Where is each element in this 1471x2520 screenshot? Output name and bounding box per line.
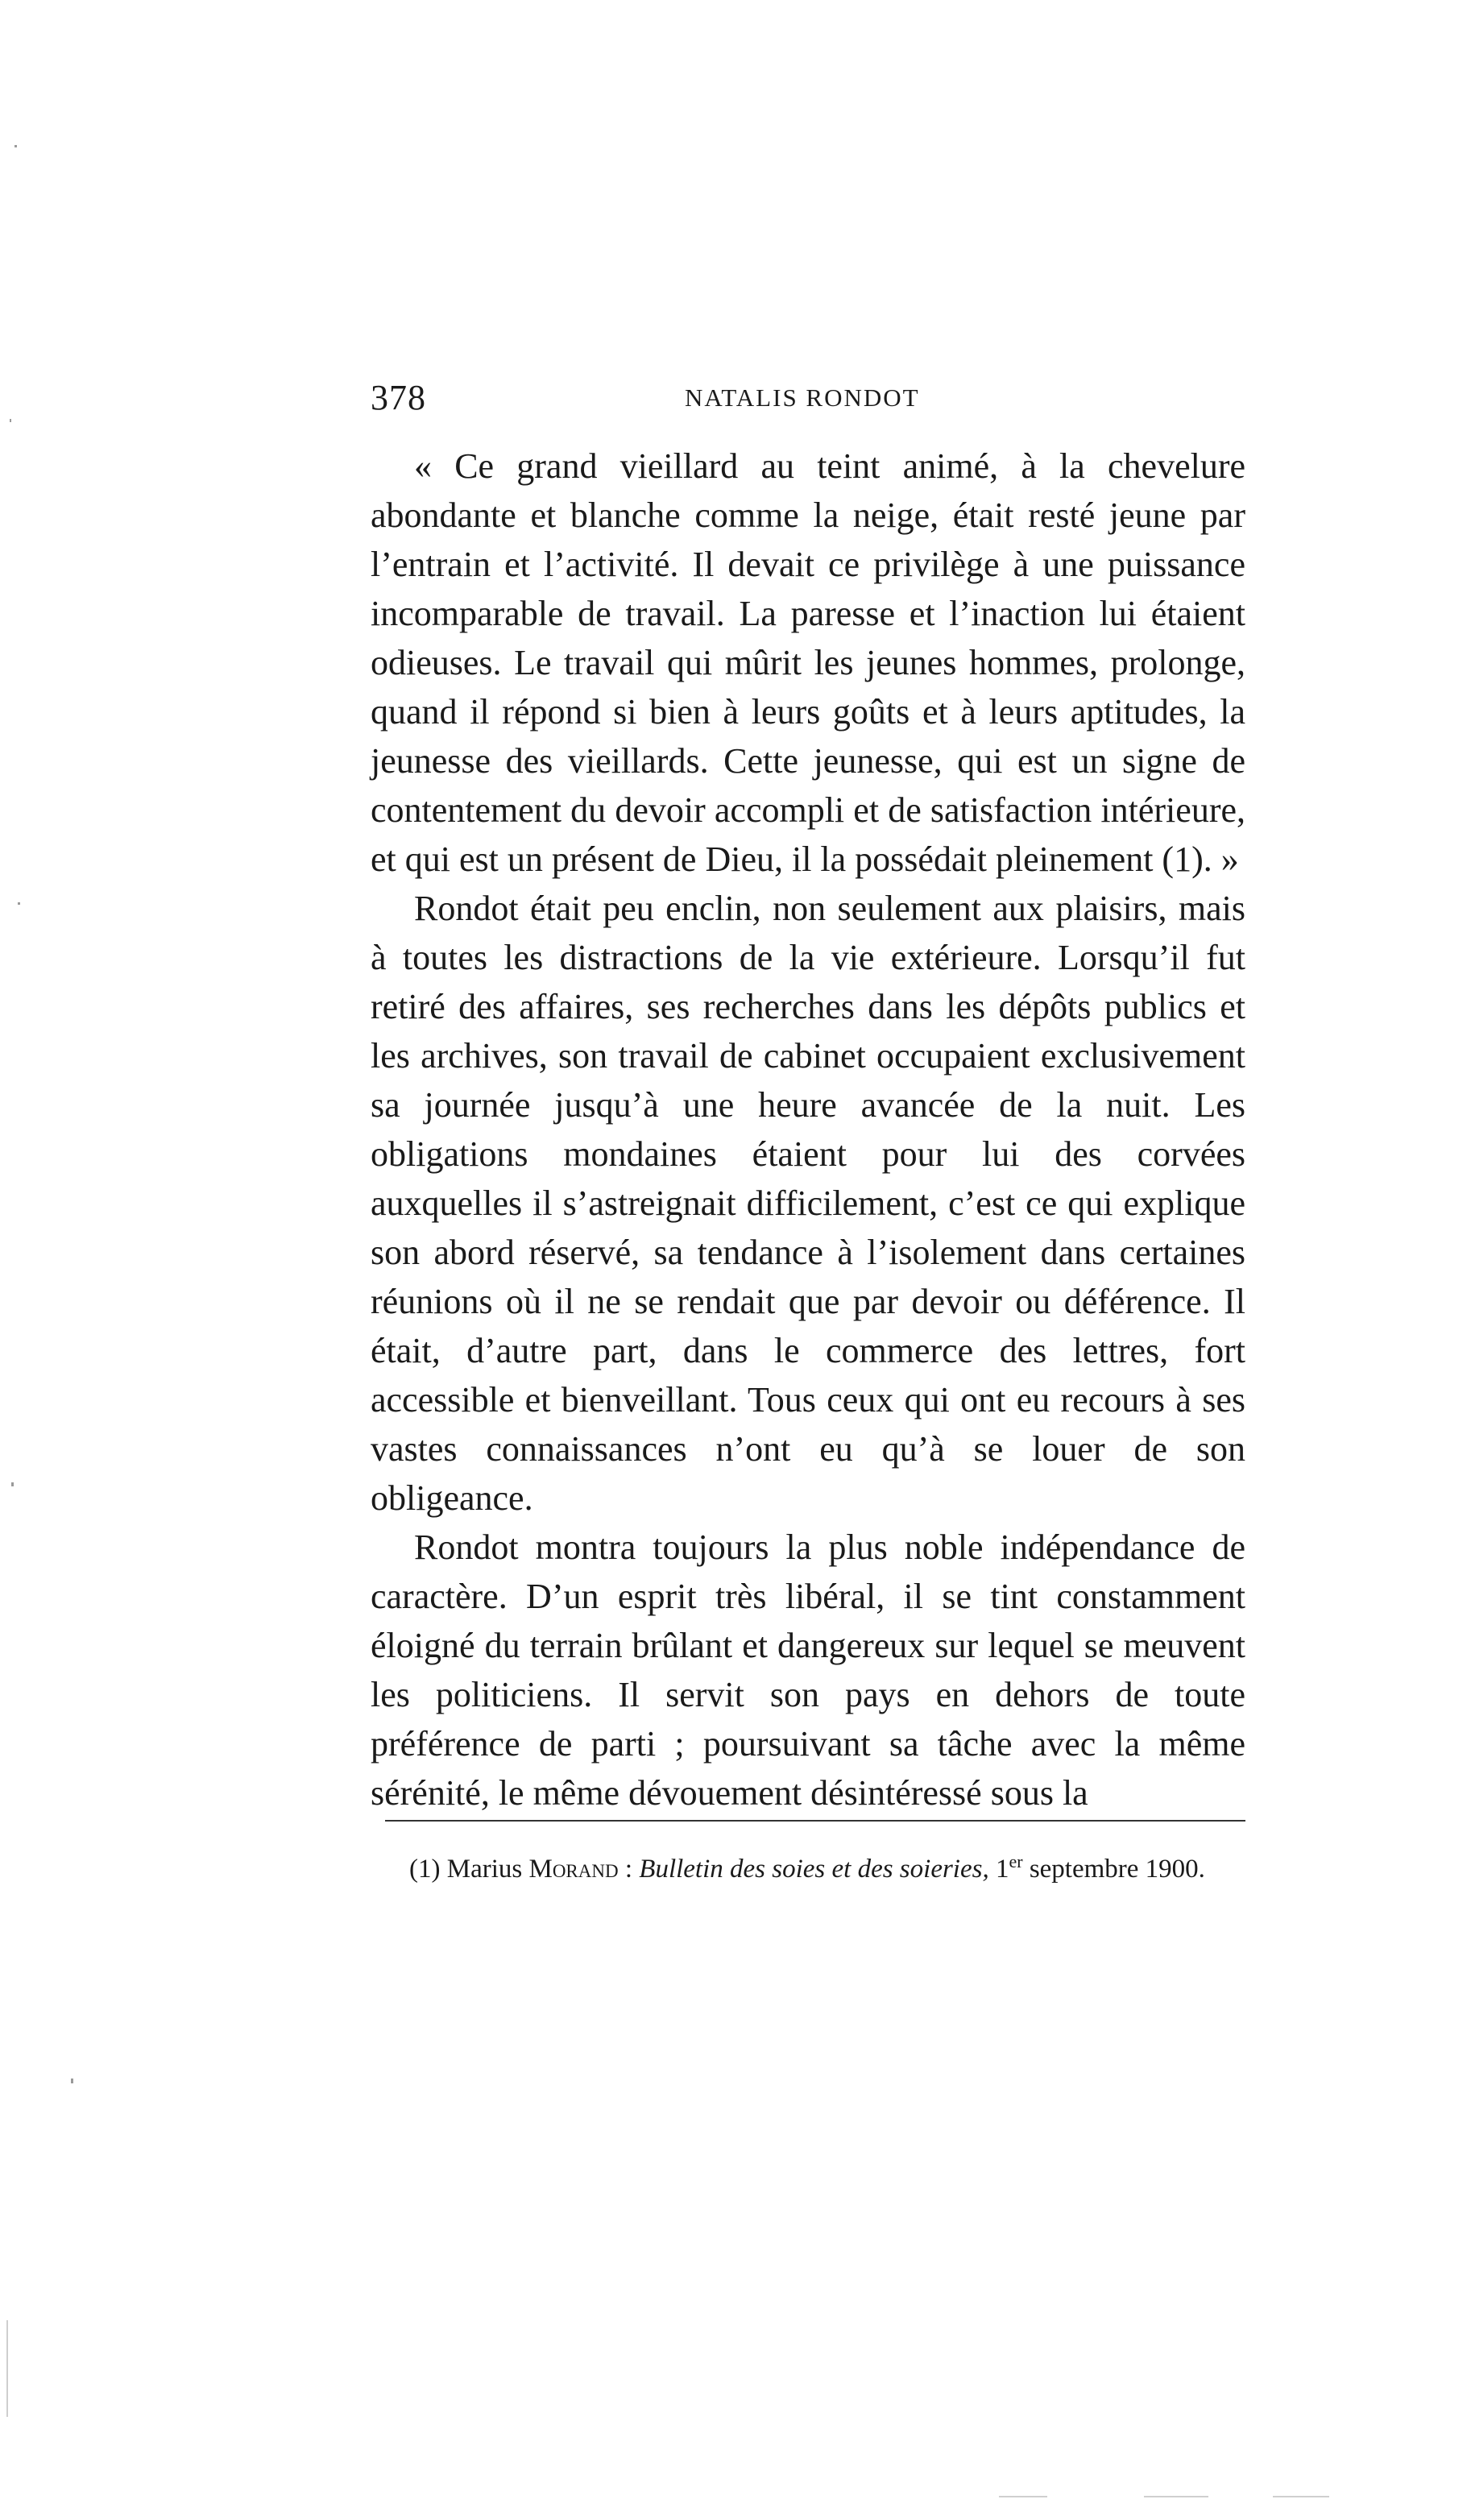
footnote-date-day: 1 <box>995 1855 1009 1884</box>
scan-speck <box>999 2496 1047 2497</box>
scan-speck <box>18 902 20 905</box>
footnote-date-rest: septembre 1900. <box>1029 1855 1205 1884</box>
scan-speck <box>71 2079 73 2083</box>
scan-speck <box>11 1482 14 1486</box>
footnote-separator: : <box>624 1855 633 1884</box>
body-text <box>371 441 1245 1817</box>
scan-speck <box>15 145 17 147</box>
footnote-work-title: Bulletin des soies et des soieries, <box>639 1855 989 1884</box>
paragraph-quote: « Ce grand vieillard au teint animé, à la chevelure abondante et blanche comme la neige, était resté jeune par l’entrain et l’activité. Il devait ce privilège à une puissance incomparable de travail. La paresse et l’inaction lui étaient odieuses. Le travail qui mûrit les jeunes hommes, prolonge, quand il répond si bien à leurs goûts et à leurs aptitudes, la jeunesse des vieillards. Cette jeunesse, qui est un signe de contentement du devoir accompli et de satisfaction intérieure, et qui est un présent de Dieu, il la possédait pleinement (1). » <box>371 446 1245 879</box>
scan-speck <box>6 2320 8 2417</box>
running-head <box>371 377 1245 425</box>
footnote-author-last: Morand <box>528 1855 619 1884</box>
footnote-text <box>371 1848 1245 1891</box>
scan-speck <box>1144 2496 1208 2497</box>
paragraph-independence: Rondot montra toujours la plus noble indépendance de caractère. D’un esprit très libéral, il se tint constamment éloigné du terrain brûlant et dangereux sur lequel se meuvent les politiciens. Il servit son pays en dehors de toute préférence de parti ; poursuivant sa tâche avec la même sérénité, le même dévouement désintéressé sous la <box>371 1527 1245 1813</box>
footnote-marker: (1) <box>409 1855 441 1884</box>
scan-speck <box>1273 2496 1329 2497</box>
footnote-author-first: Marius <box>446 1855 523 1884</box>
paragraph-character: Rondot était peu enclin, non seulement aux plaisirs, mais à toutes les distractions de la vie extérieure. Lorsqu’il fut retiré des affaires, ses recherches dans les dépôts publics et les archives, son travail de cabinet occupaient exclusivement sa journée jusqu’à une heure avancée de la nuit. Les obligations mondaines étaient pour lui des corvées auxquelles il s’astreignait difficilement, c’est ce qui explique son abord réservé, sa tendance à l’isolement dans certaines réunions où il ne se rendait que par devoir ou déférence. Il était, d’autre part, dans le commerce des lettres, fort accessible et bienveillant. Tous ceux qui ont eu recours à ses vastes connaissances n’ont eu qu’à se louer de son obligeance. <box>371 889 1245 1518</box>
scan-speck <box>10 419 11 422</box>
footnote-rule <box>385 1820 1245 1822</box>
footnote <box>371 1848 1245 1891</box>
running-title: NATALIS RONDOT <box>685 383 920 412</box>
page-number: 378 <box>371 378 426 417</box>
footnote-date-ordinal: er <box>1009 1851 1023 1871</box>
